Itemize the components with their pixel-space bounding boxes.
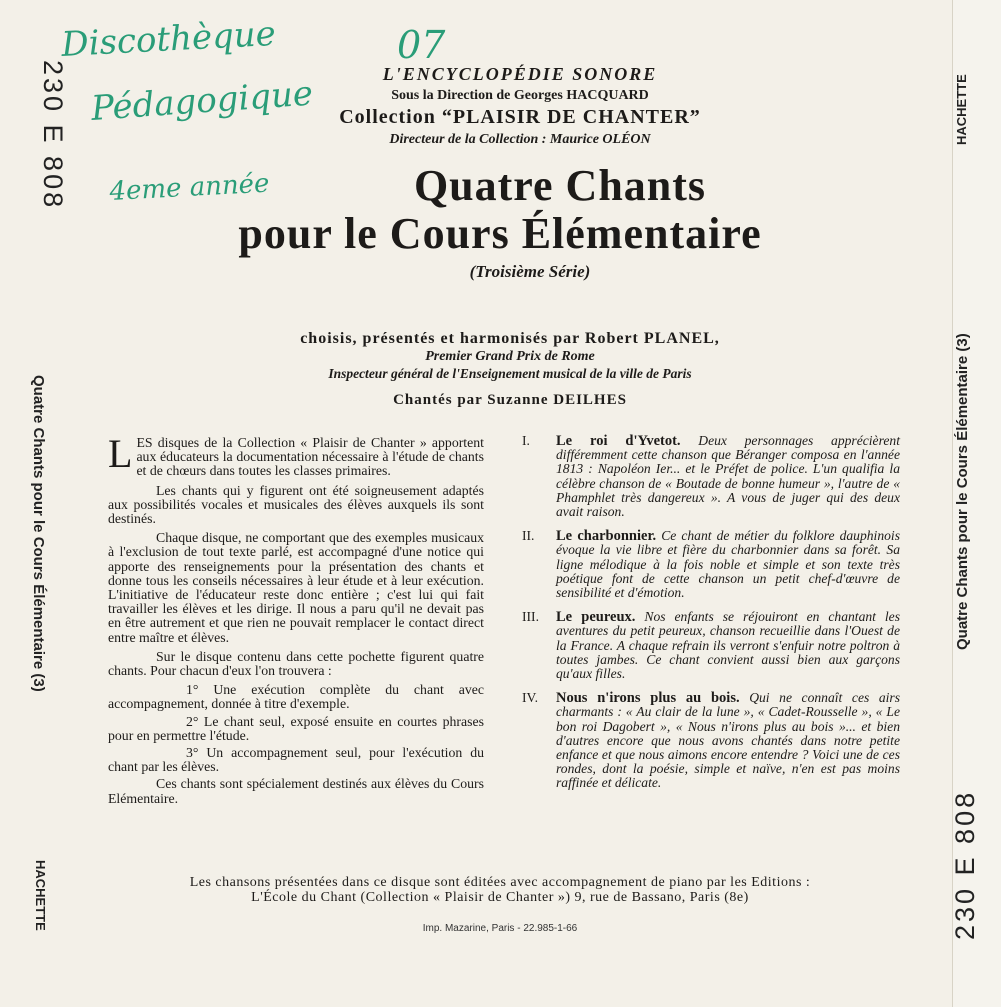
intro-list-item: 2° Le chant seul, exposé ensuite en courtes phrases pour en permettre l'étude. [108,713,484,743]
song-description: Qui ne connaît ces airs charmants : « Au clair de la lune », « Cadet-Rousselle », « Le bon roi Dagobert », « Nous n'irons plus au bois »... et bien d'autres encore que nous avons chantés dans notre petite enfance et que nous aimons encore entendre ? Voici une de ces rondes, dont la poésie, simple et naïve, n'en est pas moins raffinée et délicate. [556,690,900,791]
song-item [522,691,900,790]
song-number: I. [522,433,530,448]
drop-cap: L [108,431,133,476]
publisher-left: HACHETTE [33,860,48,931]
edition-note-line-1: Les chansons présentées dans ce disque sont éditées avec accompagnement de piano par les Editions : [189,875,811,890]
intro-text [108,431,484,811]
series-name: L'ENCYCLOPÉDIE SONORE [382,64,658,84]
song-description: Nos enfants se réjouiront en chantant les aventures du petit peureux, chanson recueillie dans l'Ouest de la France. A chaque refrain ils verront s'enfuir notre poltron à toutes jambes. Ce chant convient aussi bien aux garçons qu'aux filles. [556,609,900,682]
intro-paragraph: Les chants qui y figurent ont été soigneusement adaptés aux possibilités vocales et musicales des élèves auxquels ils sont destinés. [108,482,484,527]
intro-paragraph: Ces chants sont spécialement destinés aux élèves du Cours Elémentaire. [108,776,484,806]
handwriting-line-3: 4eme année [108,168,271,207]
printer-imprint: Imp. Mazarine, Paris - 22.985-1-66 [422,923,578,934]
song-item [522,529,900,600]
song-number: III. [522,609,539,625]
header-block [150,64,850,282]
song-description: Deux personnages apprécièrent différemment cette chanson que Béranger composa en l'année 1813 : Napoléon Ier... et le Préfet de police. L'un qualifia la célèbre chanson de « Boutade de bonne humeur », l'autre de « Phamphlet très dangereux ». A vous de juger qui des deux avait raison. [556,433,900,520]
song-number: II. [522,528,535,544]
song-name: Le peureux. [556,609,636,626]
handwriting-line-2: Pédagogique [89,73,315,129]
credits-block [250,330,770,409]
collection-director: Directeur de la Collection : Maurice OLÉON [389,132,651,147]
song-name: Nous n'irons plus au bois. [556,690,740,707]
album-series: (Troisième Série) [469,262,591,281]
song-name: Le charbonnier. [556,528,657,545]
arranger-credit: choisis, présentés et harmonisés par Robert PLANEL, [300,330,720,347]
song-item [522,434,900,519]
publisher-right: HACHETTE [954,74,969,145]
album-title-line-1: Quatre Chants [413,161,707,210]
song-description: Ce chant de métier du folklore dauphinois évoque la vie libre et fière du charbonnier dans sa forêt. Sa ligne mélodique à la fois noble et simple et son texte très poétique font de cette chanson un petit chef-d'œuvre de sensibilité et d'émotion. [556,528,900,601]
arranger-prize: Premier Grand Prix de Rome [425,349,595,364]
intro-paragraph: Chaque disque, ne comportant que des exemples musicaux à l'exclusion de tout texte parlé, est accompagné d'une notice qui apporte des renseignements pour la présentation des chants et donne tous les conseils nécessaires à leur étude et à leur exécution. L'initiative de l'éducateur reste donc entière ; c'est lui qui fait travailler les élèves et les dirige. Il nous a paru qu'il ne devait pas en être autrement et que rien ne pouvait remplacer le contact direct entre maître et élèves. [108,530,484,645]
handwriting-number: 07 [397,23,446,67]
spine-title-left: Quatre Chants pour le Cours Élémentaire (3) [30,375,47,692]
catalog-number-right: 230 E 808 [950,789,980,940]
series-direction: Sous la Direction de Georges HACQUARD [391,88,649,103]
singer-credit: Chantés par Suzanne DEILHES [393,392,627,408]
arranger-title: Inspecteur général de l'Enseignement musical de la ville de Paris [328,366,692,381]
edition-note-line-2: L'École du Chant (Collection « Plaisir de Chanter ») 9, rue de Bassano, Paris (8e) [251,889,749,905]
song-name: Le roi d'Yvetot. [556,433,681,449]
edition-note [100,876,900,905]
intro-paragraph: Sur le disque contenu dans cette pochette figurent quatre chants. Pour chacun d'eux l'on trouvera : [108,648,484,679]
song-item [522,610,900,681]
handwriting-line-1: Discothèque [60,13,277,65]
song-list [522,434,900,801]
album-title [150,162,850,258]
collection-name: Collection “PLAISIR DE CHANTER” [339,106,701,128]
catalog-number-left: 230 E 808 [38,60,68,211]
spine-title-right: Quatre Chants pour le Cours Élémentaire (3) [954,333,971,650]
album-title-line-2: pour le Cours Élémentaire [238,209,762,258]
intro-list-item: 1° Une exécution complète du chant avec accompagnement, donnée à titre d'exemple. [108,682,484,712]
intro-list-item: 3° Un accompagnement seul, pour l'exécution du chant par les élèves. [108,745,484,775]
intro-paragraph: LES disques de la Collection « Plaisir de Chanter » apportent aux éducateurs la documentation nécessaire à l'étude de chants et de chœurs dans toutes les classes primaires. [108,431,484,479]
song-number: IV. [522,690,538,706]
